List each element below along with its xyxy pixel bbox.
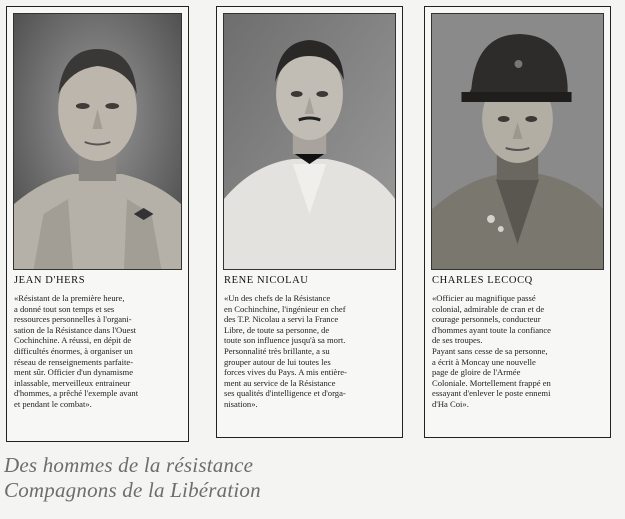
caption-line-1: Des hommes de la résistance	[4, 453, 254, 477]
person-bio: «Résistant de la première heure, a donné tout son temps et ses ressources personnelles à l'organi- sation de la Résistance dans l'Ouest Cochinchine. A réussi, en dépit de difficultés énormes, à organiser un réseau de renseignements parfaite- ment sûr. Officier d'un dynamisme inlassable, merveilleux entraineur d'hommes, a prêché l'exemple avant et pendant le combat».	[14, 293, 139, 409]
person-name: RENE NICOLAU	[224, 275, 309, 286]
portrait-photo-rene-nicolau	[223, 13, 396, 270]
portrait-photo-jean-dhers	[13, 13, 182, 270]
portrait-card-charles-lecocq	[424, 6, 611, 438]
portrait-card-jean-dhers	[6, 6, 189, 442]
portrait-card-rene-nicolau	[216, 6, 403, 438]
caption-line-2: Compagnons de la Libération	[4, 478, 261, 502]
portrait-photo-charles-lecocq	[431, 13, 604, 270]
person-name: JEAN D'HERS	[14, 275, 86, 286]
person-bio: «Un des chefs de la Résistance en Cochinchine, l'ingénieur en chef des T.P. Nicolau a servi la France Libre, de toute sa personne, de toute son influence jusqu'à sa mort. Personnalité très brillante, a su grouper autour de lui toutes les forces vives du Pays. A mis entière- ment au service de la Résistance ses qualités d'intelligence et d'orga- nisation».	[224, 293, 347, 409]
person-name: CHARLES LECOCQ	[432, 275, 533, 286]
person-bio: «Officier au magnifique passé colonial, admirable de cran et de courage personnels, conducteur d'hommes ayant toute la confiance de ses troupes. Payant sans cesse de sa personne, a écrit à Moncay une nouvelle page de gloire de l'Armée Coloniale. Mortellement frappé en essayant d'enlever le poste ennemi d'Ha Coi».	[432, 293, 551, 409]
